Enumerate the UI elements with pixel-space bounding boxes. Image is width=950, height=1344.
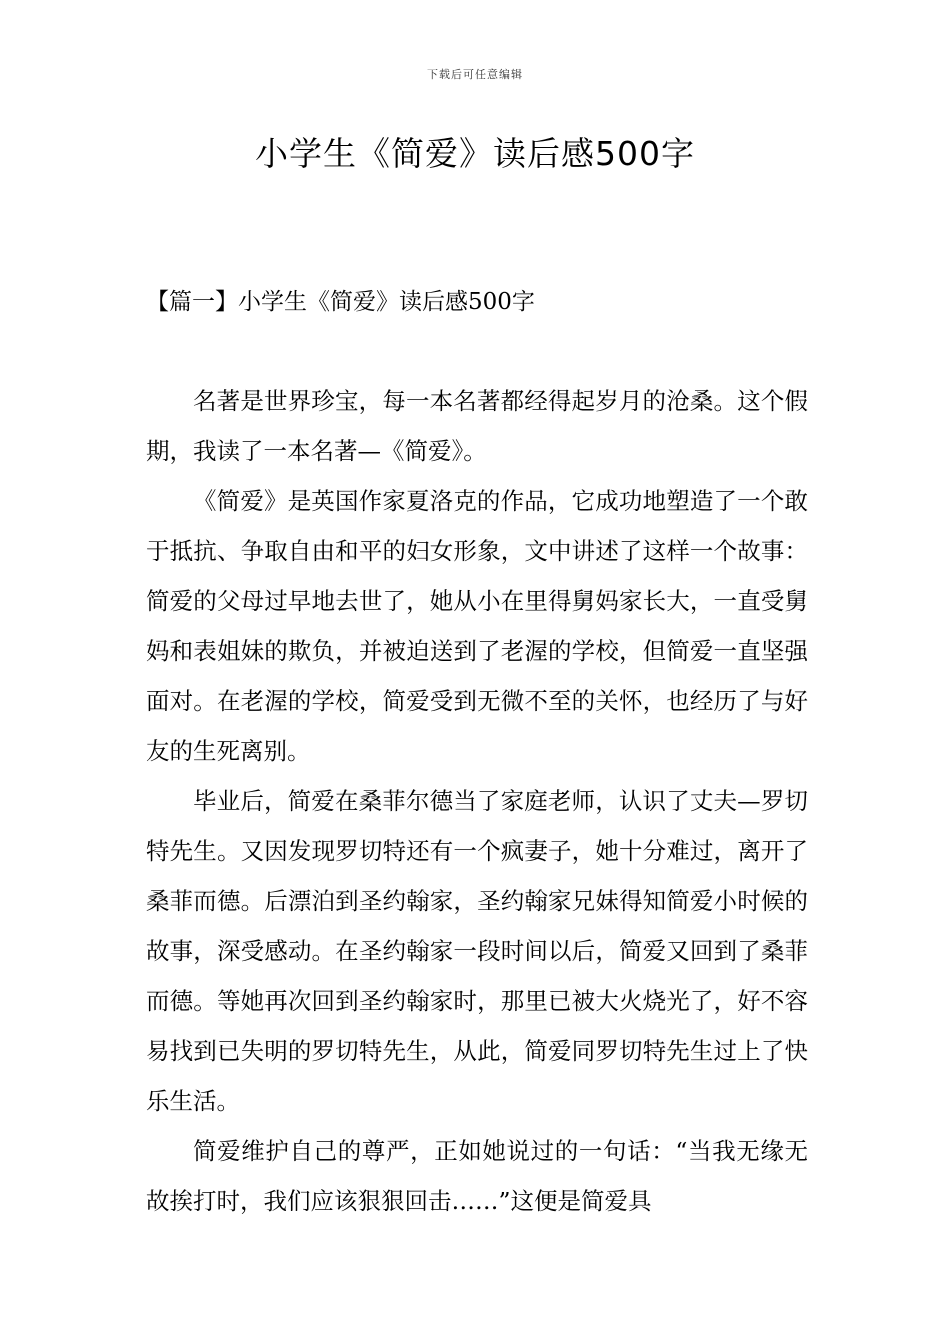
paragraph: 简爱维护自己的尊严，正如她说过的一句话：“当我无缘无故挨打时，我们应该狠狠回击……”这便是简爱具 [146,1137,808,1215]
paragraph: 毕业后，简爱在桑菲尔德当了家庭老师，认识了丈夫—罗切特先生。又因发现罗切特还有一个疯妻子，她十分难过，离开了桑菲而德。后漂泊到圣约翰家，圣约翰家兄妹得知简爱小时候的故事，深受感动。在圣约翰家一段时间以后，简爱又回到了桑菲而德。等她再次回到圣约翰家时，那里已被大火烧光了，好不容易找到已失明的罗切特先生，从此，简爱同罗切特先生过上了快乐生活。 [146,787,808,1115]
document-title: 小学生《简爱》读后感500字 [255,134,695,173]
paragraph: 《简爱》是英国作家夏洛克的作品，它成功地塑造了一个敢于抵抗、争取自由和平的妇女形象，文中讲述了这样一个故事：简爱的父母过早地去世了，她从小在里得舅妈家长大，一直受舅妈和表姐妹的欺负，并被迫送到了老渥的学校，但简爱一直坚强面对。在老渥的学校，简爱受到无微不至的关怀，也经历了与好友的生死离别。 [146,487,808,765]
header-note: 下载后可任意编辑 [427,68,523,81]
section-heading: 【篇一】小学生《简爱》读后感500字 [146,289,535,315]
body-text [146,376,808,1226]
paragraph: 名著是世界珍宝，每一本名著都经得起岁月的沧桑。这个假期，我读了一本名著—《简爱》。 [146,387,808,465]
